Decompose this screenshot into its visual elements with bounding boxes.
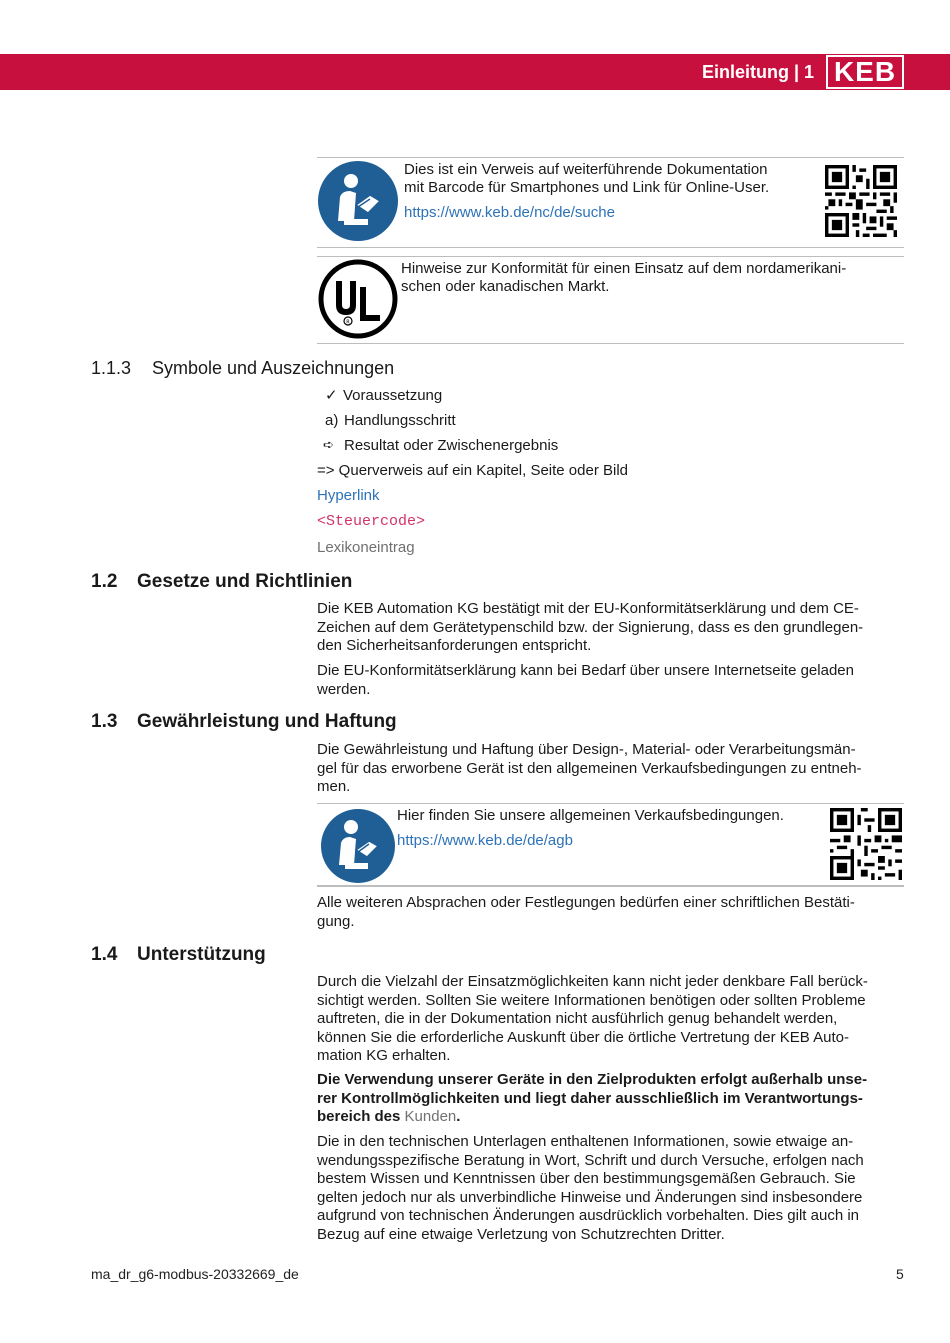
text-line: Zeichen auf dem Gerätetypenschild bzw. der Signierung, dass es den grundlegen- — [317, 618, 864, 636]
section-113-number: 1.1.3 — [91, 358, 132, 378]
text-line: bestem Wissen und Kenntnissen über den bestimmungsgemäßen Gebrauch. Sie — [317, 1170, 856, 1187]
svg-text:R: R — [346, 319, 350, 326]
lexicon-term-customer: Kunden — [404, 1108, 457, 1125]
section-14-paragraph-2 — [317, 1071, 909, 1127]
section-13-heading — [91, 711, 397, 733]
text-line: Die Gewährleistung und Haftung über Design-, Material- oder Verarbeitungsmän- — [317, 741, 856, 758]
ul-bottom-rule — [317, 343, 904, 344]
text-line: können Sie die erforderliche Auskunft über die örtliche Vertretung der KEB Auto- — [317, 1028, 849, 1046]
section-113-heading — [91, 358, 394, 379]
check-icon: ✓ — [325, 387, 338, 404]
doc-ref-link[interactable]: https://www.keb.de/nc/de/suche — [404, 204, 615, 221]
qr-code-agb-icon[interactable] — [830, 808, 902, 880]
footer-doc-id: ma_dr_g6-modbus-20332669_de — [91, 1266, 299, 1282]
text-line: Die KEB Automation KG bestätigt mit der EU-Konformitätserklärung und dem CE- — [317, 600, 859, 617]
lexicon-sample: Lexikoneintrag — [317, 539, 415, 556]
section-14-paragraph-3 — [317, 1133, 909, 1244]
text-line: Durch die Vielzahl der Einsatzmöglichkeiten kann nicht jeder denkbare Fall berück- — [317, 973, 868, 990]
section-14-paragraph-1 — [317, 973, 909, 1066]
keb-logo: KEB — [826, 55, 904, 89]
text-line: rer Kontrollmöglichkeiten und liegt daher ausschließlich im Verantwortungs- — [317, 1089, 863, 1107]
doc-ref-line2: mit Barcode für Smartphones und Link für Online-User. — [404, 179, 770, 196]
section-113-title: Symbole und Auszeichnungen — [152, 358, 395, 378]
qr-code-search-icon[interactable] — [825, 165, 897, 237]
agb-top-rule — [317, 803, 904, 804]
result-label: Resultat oder Zwischenergebnis — [344, 437, 559, 454]
section-12-paragraph-2 — [317, 662, 909, 699]
note-top-rule — [317, 157, 904, 158]
step-label: Handlungsschritt — [344, 412, 456, 429]
text-line: gung. — [317, 912, 355, 930]
text-line: Die EU-Konformitätserklärung kann bei Bedarf über unsere Internetseite geladen — [317, 662, 854, 679]
section-12-paragraph-1 — [317, 600, 909, 656]
ul-mark-icon — [318, 259, 398, 339]
section-14-number: 1.4 — [91, 944, 118, 965]
text-line: auftreten, die in der Dokumentation nicht ausführlich genug behandelt werden, — [317, 1010, 838, 1027]
text-line: Die in den technischen Unterlagen enthaltenen Informationen, sowie etwaige an- — [317, 1133, 854, 1150]
text-fragment: bereich des — [317, 1108, 401, 1125]
section-12-number: 1.2 — [91, 571, 118, 592]
text-fragment: . — [456, 1108, 461, 1125]
text-line: gelten jedoch nur als unverbindliche Hinweise und Änderungen sind insbesondere — [317, 1188, 863, 1206]
text-line: mation KG erhalten. — [317, 1047, 451, 1064]
step-marker: a) — [325, 412, 339, 429]
ul-note-line2: schen oder kanadischen Markt. — [401, 278, 610, 295]
section-13-number: 1.3 — [91, 711, 118, 732]
text-line: aufgrund von technischen Änderungen ausdrücklich vorbehalten. Dies gilt auch in — [317, 1207, 860, 1224]
section-14-title: Unterstützung — [137, 944, 266, 965]
text-line: gel für das erworbene Gerät ist den allgemeinen Verkaufsbedingungen zu entneh- — [317, 759, 862, 777]
text-line: werden. — [317, 680, 371, 698]
note-mid-rule — [317, 247, 904, 248]
section-header-title: Einleitung | 1 — [701, 62, 814, 82]
hyperlink-sample[interactable]: Hyperlink — [317, 487, 380, 504]
cross-reference-label: => Querverweis auf ein Kapitel, Seite oder Bild — [317, 462, 629, 479]
manual-reader-icon — [318, 806, 398, 886]
text-line: Alle weiteren Absprachen oder Festlegungen bedürfen einer schriftlichen Bestäti- — [317, 894, 855, 911]
section-12-heading — [91, 571, 352, 593]
prerequisite-label: Voraussetzung — [343, 387, 443, 404]
text-line: sichtigt werden. Sollten Sie weitere Informationen benötigen oder sollten Probleme — [317, 991, 866, 1009]
agb-note-text: Hier finden Sie unsere allgemeinen Verkaufsbedingungen. — [397, 807, 784, 824]
text-line: Bezug auf eine etwaige Verletzung von Schutzrechten Dritter. — [317, 1225, 725, 1243]
section-13-title: Gewährleistung und Haftung — [137, 711, 397, 732]
section-12-title: Gesetze und Richtlinien — [137, 571, 353, 592]
section-13-paragraph-1 — [317, 741, 909, 797]
doc-ref-line1: Dies ist ein Verweis auf weiterführende Dokumentation — [404, 161, 768, 178]
text-line: den Sicherheitsanforderungen entspricht. — [317, 637, 592, 654]
result-arrow-icon: ➪ — [323, 437, 334, 452]
text-line — [317, 1108, 909, 1127]
footer-page-number: 5 — [896, 1266, 904, 1282]
agb-bottom-rule — [317, 885, 904, 887]
text-line: men. — [317, 778, 351, 795]
text-line: wendungsspezifische Beratung in Wort, Schrift und durch Versuche, erfolgen nach — [317, 1151, 864, 1169]
agb-link[interactable]: https://www.keb.de/de/agb — [397, 832, 573, 849]
ul-top-rule — [317, 256, 904, 257]
ul-note-line1: Hinweise zur Konformität für einen Einsatz auf dem nordamerikani- — [401, 260, 847, 277]
control-code-sample: <Steuercode> — [317, 513, 426, 530]
section-14-heading — [91, 944, 266, 966]
section-13-paragraph-2 — [317, 894, 909, 931]
text-line: Die Verwendung unserer Geräte in den Zielprodukten erfolgt außerhalb unse- — [317, 1071, 868, 1088]
manual-reader-icon — [318, 161, 398, 241]
